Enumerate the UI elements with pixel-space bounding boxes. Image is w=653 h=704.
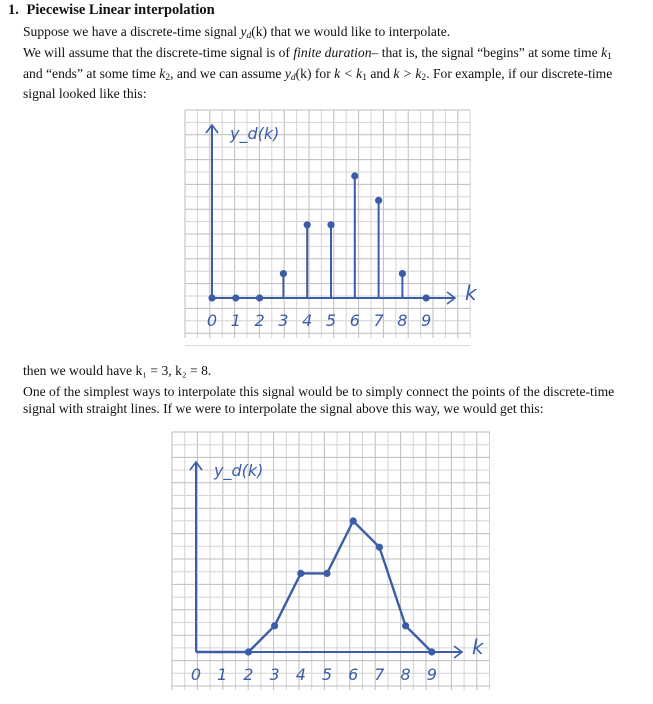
tick-label: 1 [230, 311, 241, 330]
data-point [245, 648, 252, 655]
tick-label: 0 [190, 665, 202, 684]
tick-label: 7 [374, 665, 385, 684]
tick-label: 6 [348, 665, 359, 684]
tick-label: 2 [243, 665, 254, 684]
data-point [323, 570, 330, 577]
tick-label: 9 [421, 311, 432, 330]
tick-label: 6 [349, 311, 360, 330]
y-axis-label: y_d(k) [230, 124, 280, 143]
tick-label: 7 [373, 311, 384, 330]
interpolated-line [196, 521, 432, 652]
tick-label: 0 [206, 311, 218, 330]
paragraph-interpolation: One of the simplest ways to interpolate this signal would be to simply connect the points of the discrete-time signal with straight lines. If we were to interpolate the signal above this way, we would get this: [23, 384, 615, 416]
tick-label: 3 [269, 665, 280, 684]
axes [190, 462, 462, 658]
paragraph-intro: Suppose we have a discrete-time signal $y_d(k)$ that we would like to interpolate. [23, 24, 451, 41]
data-point [271, 622, 278, 629]
section-title: Piecewise Linear interpolation [26, 2, 215, 18]
tick-label: 1 [217, 665, 228, 684]
tick-label: 5 [321, 665, 333, 684]
x-axis-label: k [472, 635, 484, 659]
data-point [428, 648, 435, 655]
y-axis-label: y_d(k) [214, 461, 264, 480]
tick-label: 3 [278, 311, 289, 330]
section-number: 1. [8, 2, 19, 18]
data-point [402, 622, 409, 629]
data-point [297, 570, 304, 577]
tick-label: 8 [397, 311, 408, 330]
tick-label: 4 [295, 665, 306, 684]
tick-label: 8 [400, 665, 411, 684]
paragraph-finite-duration: We will assume that the discrete-time signal is of finite duration– that is, the signal “begins” at some time $k_1$ and “ends” at some time $k_2$, and we can assume $y_d(k)$ for $k < k_1$ and $k > k_2$. For example, if our discrete-time signal looked like this: [23, 45, 613, 101]
tick-label: 9 [426, 665, 437, 684]
tick-label: 2 [254, 311, 265, 330]
data-point [376, 544, 383, 551]
data-point [350, 517, 357, 524]
tick-label: 5 [325, 311, 337, 330]
paragraph-k-values: then we would have k₁ = 3, k₂ = 8. [23, 363, 212, 378]
tick-label: 4 [302, 311, 313, 330]
x-axis-label: k [465, 281, 477, 305]
